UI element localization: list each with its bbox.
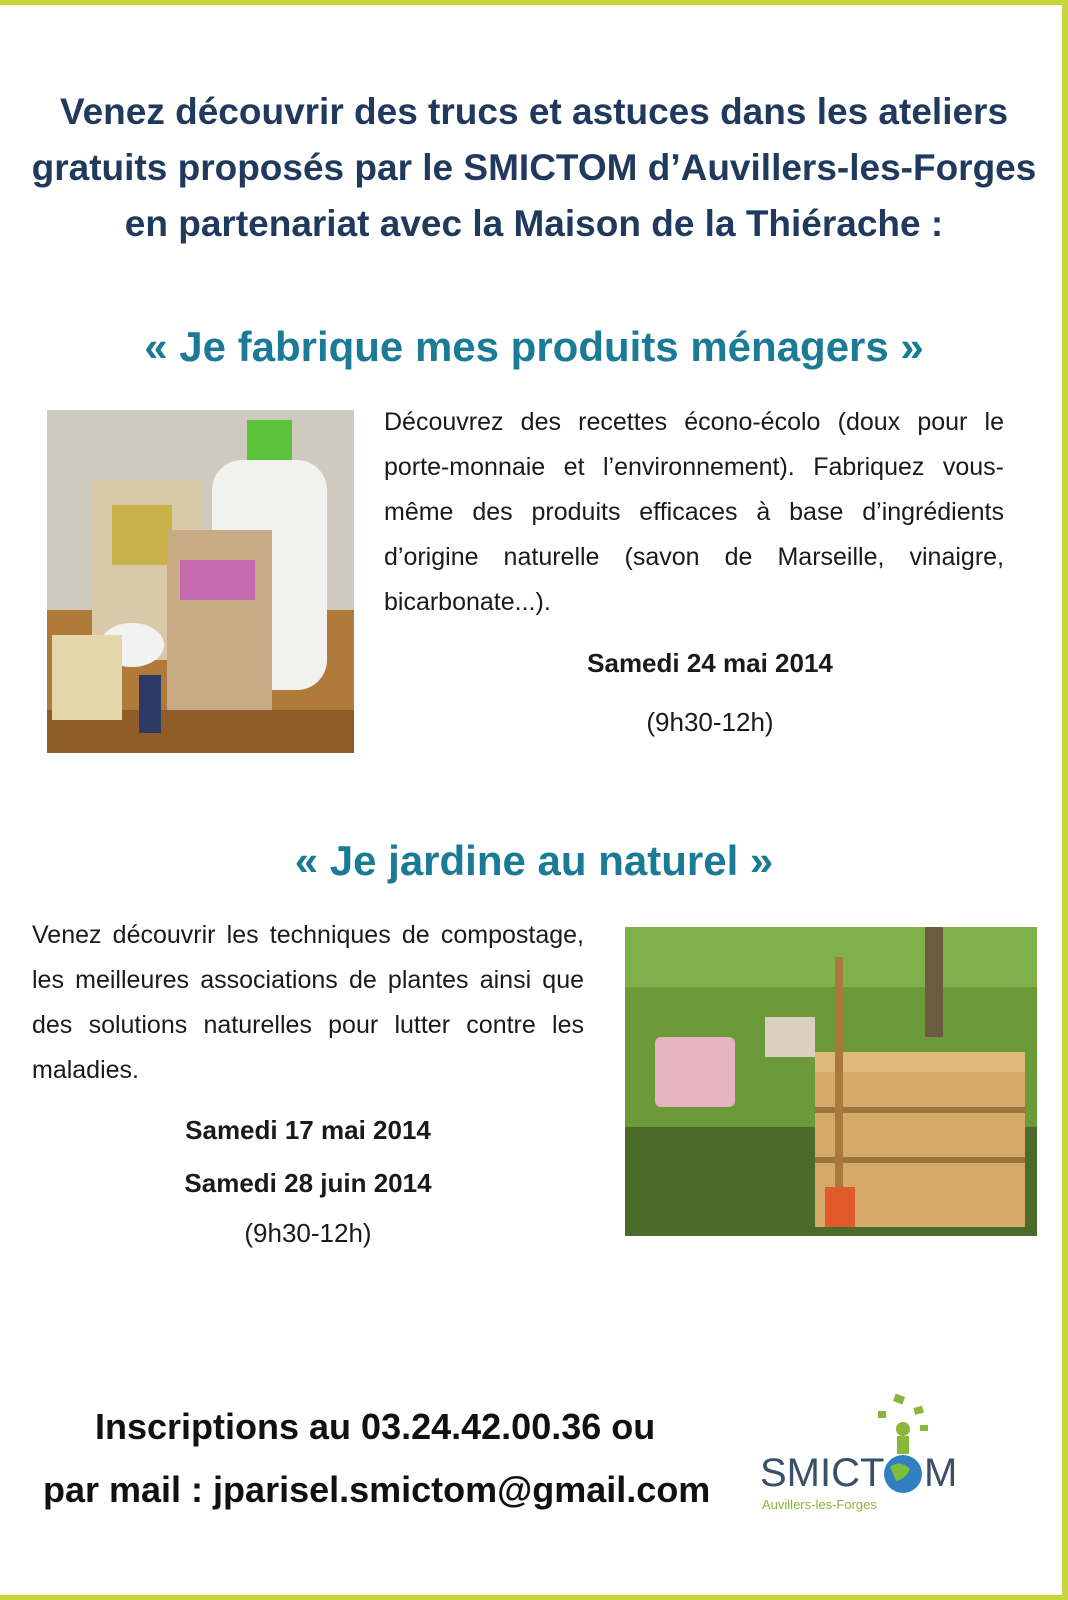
intro-line-3: en partenariat avec la Maison de la Thiérache : — [124, 203, 944, 244]
workshop2-hours: (9h30-12h) — [244, 1218, 372, 1248]
logo-name-right: M — [924, 1451, 958, 1495]
workshop1-date: Samedi 24 mai 2014 — [587, 648, 833, 678]
contact-phone-line: Inscriptions au 03.24.42.00.36 ou — [95, 1406, 656, 1447]
intro-heading — [0, 84, 1068, 252]
cleaning-products-photo — [47, 410, 354, 753]
workshop1-description: Découvrez des recettes écono-écolo (doux pour le porte-monnaie et l’environnement). Fabriquez vous-même des produits efficaces à base d’ingrédients d’origine naturelle (savon de Marseille, vinaigre, bicarbonate...). — [384, 408, 1004, 616]
logo-subtitle: Auvillers-les-Forges — [762, 1497, 877, 1512]
workshop1-title: « Je fabrique mes produits ménagers » — [144, 323, 924, 370]
workshop2-title: « Je jardine au naturel » — [294, 837, 774, 884]
workshop1-hours: (9h30-12h) — [646, 707, 774, 737]
workshop2-date-1: Samedi 17 mai 2014 — [185, 1115, 431, 1145]
intro-line-1: Venez découvrir des trucs et astuces dans les ateliers — [59, 91, 1009, 132]
intro-line-2: gratuits proposés par le SMICTOM d’Auvillers-les-Forges — [31, 147, 1037, 188]
logo-name-left: SMICT — [760, 1451, 885, 1495]
workshop2-description: Venez découvrir les techniques de compostage, les meilleures associations de plantes ainsi que des solutions naturelles pour lutter contre les maladies. — [32, 921, 584, 1084]
contact-email-line: par mail : jparisel.smictom@gmail.com — [43, 1469, 711, 1510]
garden-compost-photo — [625, 927, 1037, 1236]
smictom-logo — [760, 1393, 990, 1518]
workshop2-date-2: Samedi 28 juin 2014 — [184, 1168, 432, 1198]
